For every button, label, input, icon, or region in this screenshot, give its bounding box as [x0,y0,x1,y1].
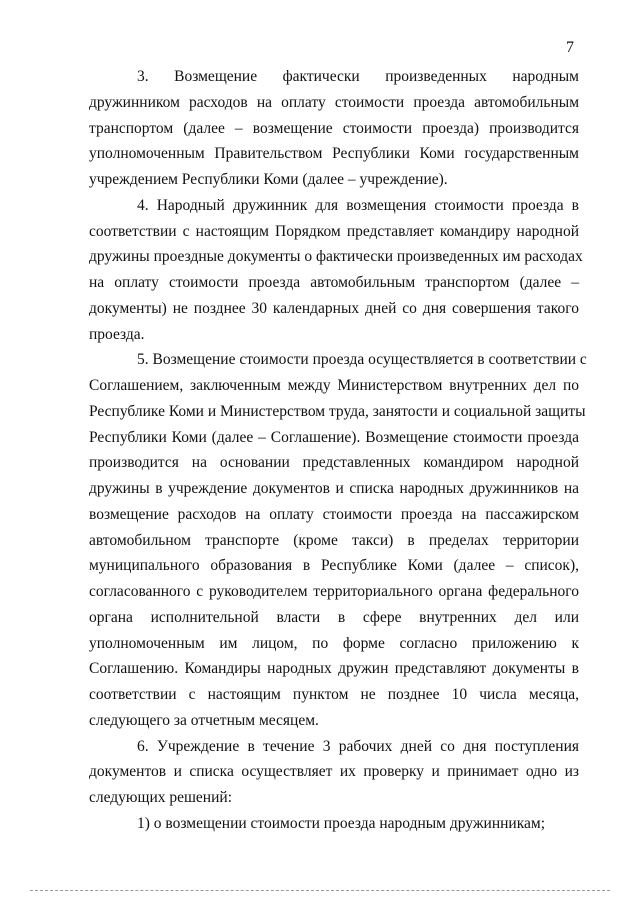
paragraph-line: 1) о возмещении стоимости проезда народным дружинникам; [137,814,546,832]
paragraph-line: на оплату стоимости проезда автомобильным транспортом (далее – [89,274,579,291]
paragraph-line: документы) не позднее 30 календарных дней со дня совершения такого [89,299,579,317]
paragraph-line: уполномоченным Правительством Республики Коми государственным [89,145,579,163]
paragraph-line: следующих решений: [89,789,232,806]
paragraph-line: 6. Учреждение в течение 3 рабочих дней со дня поступления [137,737,579,755]
paragraph-line: соответствии с настоящим пунктом не позднее 10 числа месяца, [89,686,579,703]
paragraph-line: дружинником расходов на оплату стоимости проезда автомобильным [89,93,579,111]
paragraph-line: документов и списка осуществляет их проверку и принимает одно из [89,763,579,781]
paragraph-line: транспортом (далее – возмещение стоимости проезда) производится [89,119,579,137]
paragraph-line: уполномоченным им лицом, по форме согласно приложению к [89,634,579,652]
page-number: 7 [566,39,574,56]
paragraph-line: Соглашением, заключенным между Министерством внутренних дел по [89,377,579,394]
paragraph-line: органа исполнительной власти в сфере внутренних дел или [89,608,579,626]
paragraph-line: учреждением Республики Коми (далее – учреждение). [89,171,448,188]
paragraph-line: 5. Возмещение стоимости проезда осуществляется в соответствии с [137,351,587,369]
paragraph-line: автомобильном транспорте (кроме такси) в пределах территории [89,531,579,549]
paragraph-line: согласованного с руководителем территориального органа федерального [89,583,579,600]
paragraph-line: дружины проездные документы о фактически произведенных им расходах [89,248,583,266]
paragraph-line: следующего за отчетным месяцем. [89,711,319,729]
paragraph-line: 4. Народный дружинник для возмещения стоимости проезда в [137,196,579,214]
paragraph-line: 3. Возмещение фактически произведенных народным [137,68,579,85]
paragraph-line: проезда. [89,325,145,343]
paragraph-line: производится на основании представленных командиром народной [89,454,579,472]
paragraph-line: муниципального образования в Республике Коми (далее – список), [89,557,579,575]
paragraph-line: Республике Коми и Министерством труда, занятости и социальной защиты [89,402,586,420]
scan-edge-divider [30,890,610,891]
paragraph-line: возмещение расходов на оплату стоимости проезда на пассажирском [89,505,579,523]
paragraph-line: Республики Коми (далее – Соглашение). Возмещение стоимости проезда [89,428,579,446]
paragraph-line: соответствии с настоящим Порядком представляет командиру народной [89,222,579,240]
paragraph-line: Соглашению. Командиры народных дружин представляют документы в [89,660,579,678]
paragraph-line: дружины в учреждение документов и списка народных дружинников на [89,480,579,497]
